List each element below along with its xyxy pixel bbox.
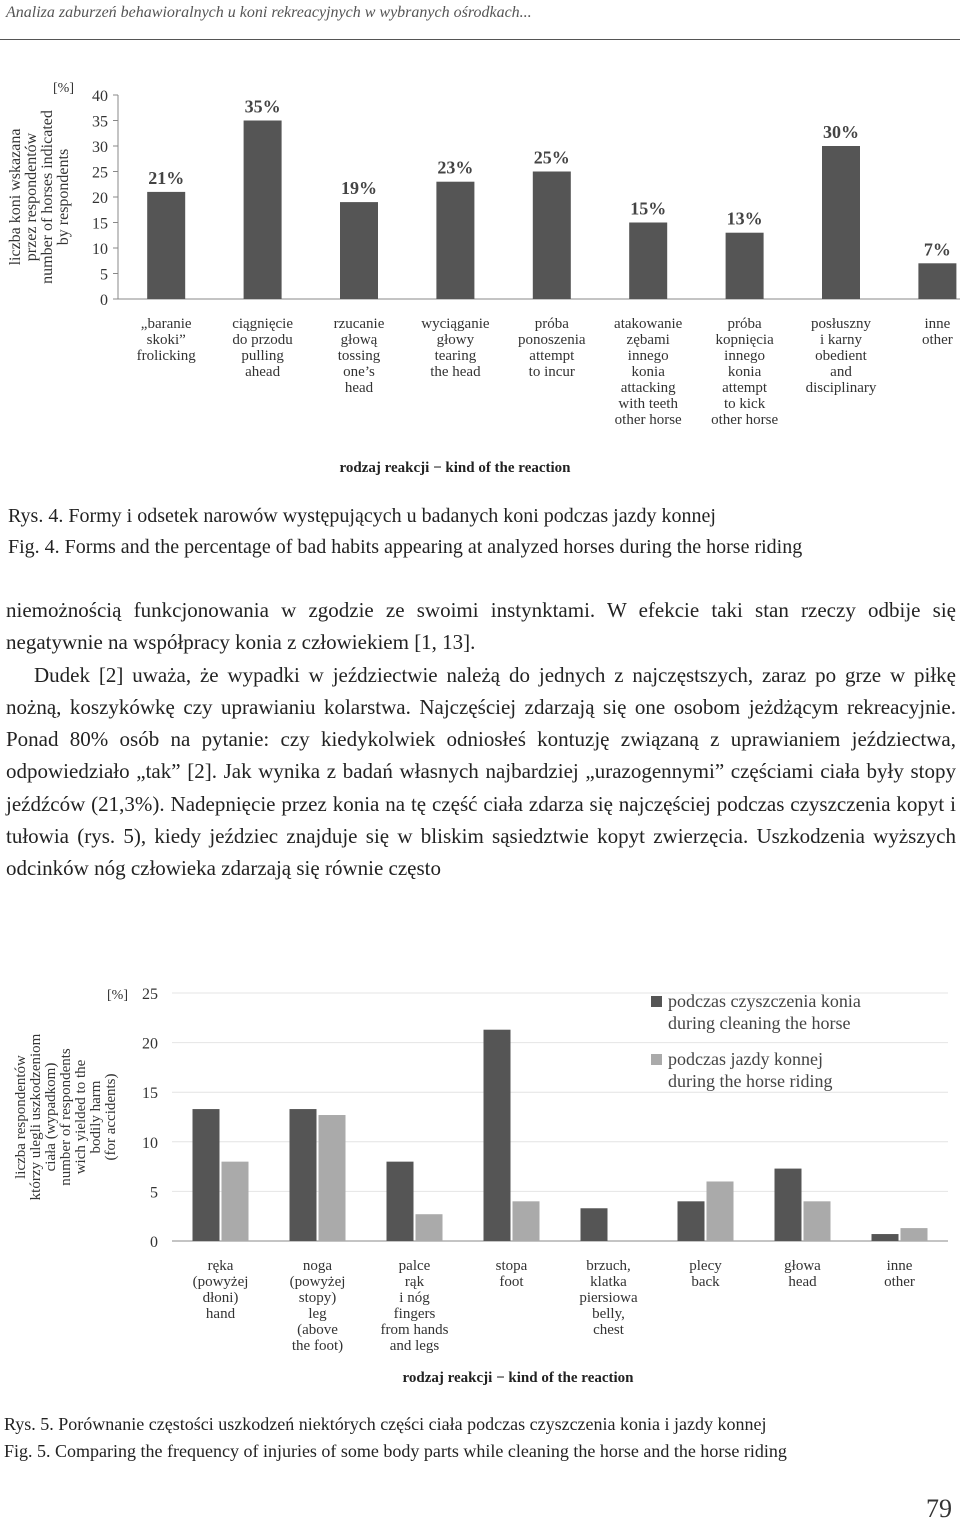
category-label: other horse xyxy=(711,412,779,428)
y-axis-title-line: (for accidents) xyxy=(103,1073,119,1161)
bar xyxy=(436,182,474,299)
data-label: 23% xyxy=(437,157,474,178)
data-label: 7% xyxy=(923,239,951,260)
y-tick-label: 40 xyxy=(92,88,108,105)
y-tick-label: 15 xyxy=(92,215,108,233)
bar xyxy=(222,1162,249,1241)
category-label: (powyżej xyxy=(289,1274,346,1290)
y-axis-title-line: liczba respondentów xyxy=(13,1055,29,1179)
category-label: kopnięcia xyxy=(715,332,774,348)
y-axis-title-line: którzy ulegli uszkodzeniom xyxy=(28,1033,44,1201)
bar xyxy=(533,172,571,300)
category-label: piersiowa xyxy=(579,1290,638,1306)
legend-label: podczas czyszczenia konia xyxy=(668,991,861,1011)
category-label: pulling xyxy=(241,348,284,364)
bar xyxy=(484,1030,511,1241)
data-label: 30% xyxy=(823,122,859,142)
category-label: rąk xyxy=(404,1274,425,1290)
y-tick-label: 20 xyxy=(142,1035,158,1053)
category-label: and xyxy=(830,364,852,380)
y-axis-title-line: by respondents xyxy=(55,148,72,246)
figure-4-caption-en: Fig. 4. Forms and the percentage of bad habits appearing at analyzed horses during the horse riding xyxy=(8,536,803,558)
category-label: hand xyxy=(205,1306,236,1322)
y-tick-label: 5 xyxy=(150,1184,158,1202)
bar xyxy=(319,1115,346,1241)
data-label: 21% xyxy=(148,167,185,188)
x-axis-title: rodzaj reakcji − kind of the reaction xyxy=(402,1370,634,1386)
y-tick-label: 5 xyxy=(100,266,108,284)
y-axis-title xyxy=(13,1033,119,1200)
y-tick-label: 25 xyxy=(92,164,108,182)
category-label: attacking xyxy=(620,380,676,396)
legend-label: during cleaning the horse xyxy=(668,1013,851,1033)
page-number: 79 xyxy=(926,1494,952,1523)
category-label: do przodu xyxy=(232,332,293,348)
category-label: głowy xyxy=(436,332,475,348)
category-label: head xyxy=(788,1274,817,1290)
body-text xyxy=(6,594,956,885)
bar xyxy=(678,1201,705,1241)
category-label: fingers xyxy=(393,1306,436,1322)
bar xyxy=(804,1201,831,1241)
category-label: i karny xyxy=(819,332,863,348)
category-label: other xyxy=(884,1274,915,1290)
bar xyxy=(918,263,956,299)
category-label: „baranie xyxy=(140,316,192,332)
bar xyxy=(340,202,378,299)
category-label: other xyxy=(921,332,953,348)
y-axis-title xyxy=(7,110,72,284)
legend-swatch xyxy=(651,1054,662,1065)
category-label: atakowanie xyxy=(614,316,683,332)
bar xyxy=(726,233,764,299)
category-label: plecy xyxy=(689,1258,722,1274)
category-label: rzucanie xyxy=(333,316,385,332)
category-label: the foot) xyxy=(291,1338,344,1354)
category-label: głową xyxy=(340,332,378,348)
category-label: frolicking xyxy=(136,348,196,364)
bar xyxy=(147,192,185,299)
legend-label: podczas jazdy konnej xyxy=(668,1049,823,1069)
category-label: zębami xyxy=(626,332,670,348)
category-label: wyciąganie xyxy=(421,316,490,332)
category-label: chest xyxy=(593,1322,624,1338)
data-label: 13% xyxy=(726,208,763,229)
category-label: ciągnięcie xyxy=(232,316,293,332)
bar xyxy=(193,1109,220,1241)
category-label: back xyxy=(691,1274,720,1290)
y-tick-label: 15 xyxy=(142,1085,158,1103)
y-tick-label: 30 xyxy=(92,139,108,156)
category-label: and legs xyxy=(389,1338,440,1354)
category-label: head xyxy=(344,380,374,396)
y-tick-label: 35 xyxy=(92,113,108,131)
category-label: belly, xyxy=(592,1306,625,1322)
category-label: inne xyxy=(886,1258,913,1274)
bar xyxy=(290,1109,317,1241)
category-label: posłuszny xyxy=(811,316,871,332)
category-label: tearing xyxy=(434,348,477,364)
category-label: ahead xyxy=(245,364,281,380)
category-label: próba xyxy=(727,316,762,332)
bar xyxy=(775,1169,802,1241)
bar xyxy=(901,1228,928,1241)
category-label: innego xyxy=(724,348,766,364)
category-label: foot xyxy=(499,1274,524,1290)
bar xyxy=(872,1234,899,1241)
category-label: other horse xyxy=(614,412,682,428)
y-tick-label: 0 xyxy=(100,292,108,309)
y-axis-title-line: ciała (wypadkom) xyxy=(43,1062,59,1172)
header-rule xyxy=(0,39,960,40)
category-label: attempt xyxy=(529,348,575,364)
body-paragraph-2: Dudek [2] uważa, że wypadki w jeździectwie należą do jednych z najczęstszych, zaraz po grze w piłkę nożną, koszykówkę czy uprawianiu kolarstwa. Najczęściej zdarzają się one osobom jeżdżącym rekreacyjnie. Ponad 80% osób na pytanie: czy kiedykolwiek odniosłeś kontuzję związaną z uprawianiem jeździectwa, odpowiedziało „tak” [2]. Jak wynika z badań własnych najbardziej „urazogennymi” częściami ciała były stopy jeźdźców (21,3%). Nadepnięcie przez konia na tę część ciała zdarza się najczęściej podczas czyszczenia kopyt i tułowia (rys. 5), kiedy jeździec znajduje się w bliskim sąsiedztwie kopyt zwierzęcia. Uszkodzenia wyższych odcinków nóg człowieka zdarzają się równie często xyxy=(6,662,956,881)
data-label: 19% xyxy=(341,178,377,199)
bar xyxy=(629,223,667,300)
data-label: 35% xyxy=(244,96,281,117)
figure-5-caption-pl: Rys. 5. Porównanie częstości uszkodzeń niektórych części ciała podczas czyszczenia konia i jazdy konnej xyxy=(4,1414,767,1434)
y-axis-title-line: number of horses indicated xyxy=(39,110,56,284)
category-label: próba xyxy=(534,316,569,332)
category-label: ponoszenia xyxy=(518,332,586,348)
category-label: from hands xyxy=(380,1322,449,1338)
y-axis-title-line: number of respondents xyxy=(58,1048,74,1186)
legend-swatch xyxy=(651,996,662,1007)
category-label: brzuch, xyxy=(586,1258,631,1274)
y-axis-title-line: wich yielded to the xyxy=(73,1059,89,1175)
category-label: (above xyxy=(297,1322,338,1338)
category-label: innego xyxy=(627,348,669,364)
category-label: stopy) xyxy=(298,1290,337,1306)
category-label: tossing xyxy=(337,348,381,364)
category-label: with teeth xyxy=(618,396,678,412)
legend-label: during the horse riding xyxy=(668,1071,833,1091)
category-label: konia xyxy=(631,364,665,380)
category-label: obedient xyxy=(815,348,867,364)
category-label: palce xyxy=(398,1258,431,1274)
y-tick-label: 20 xyxy=(92,190,108,207)
category-label: i nóg xyxy=(399,1290,430,1306)
bar xyxy=(581,1208,608,1241)
y-axis-title-line: przez respondentów xyxy=(23,132,40,262)
category-label: disciplinary xyxy=(805,380,877,396)
y-tick-label: 10 xyxy=(142,1134,158,1152)
category-label: głowa xyxy=(784,1258,821,1274)
x-axis-title: rodzaj reakcji − kind of the reaction xyxy=(339,460,571,476)
figure-4-caption-pl: Rys. 4. Formy i odsetek narowów występujących u badanych koni podczas jazdy konnej xyxy=(8,505,716,527)
bar xyxy=(513,1201,540,1241)
category-label: the head xyxy=(430,364,481,380)
y-tick-label: 0 xyxy=(150,1234,158,1251)
body-paragraph-1: niemożnością funkcjonowania w zgodzie ze swoimi instynktami. W efekcie taki stan rzeczy odbije się negatywnie na współpracy konia z człowiekiem [1, 13]. xyxy=(6,598,956,655)
y-axis-title-line: bodily harm xyxy=(88,1080,104,1154)
category-label: leg xyxy=(308,1306,327,1322)
category-label: ręka xyxy=(207,1258,234,1274)
bar xyxy=(244,121,282,300)
bar xyxy=(822,146,860,299)
data-label: 15% xyxy=(630,198,667,219)
category-label: dłoni) xyxy=(202,1290,239,1306)
category-label: inne xyxy=(924,316,951,332)
y-axis-title-line: liczba koni wskazana xyxy=(7,128,24,266)
y-tick-label: 10 xyxy=(92,241,108,258)
bar xyxy=(387,1162,414,1241)
category-label: to incur xyxy=(528,364,575,380)
category-label: attempt xyxy=(722,380,768,396)
bar xyxy=(416,1214,443,1241)
y-tick-label: 25 xyxy=(142,986,158,1003)
category-label: konia xyxy=(727,364,762,380)
data-label: 25% xyxy=(533,147,570,168)
figure-4-chart xyxy=(0,75,960,555)
bar xyxy=(707,1181,734,1241)
category-label: stopa xyxy=(495,1258,528,1274)
category-label: noga xyxy=(302,1258,333,1274)
y-unit-label: [%] xyxy=(53,81,74,96)
running-head: Analiza zaburzeń behawioralnych u koni rekreacyjnych w wybranych ośrodkach... xyxy=(6,4,532,21)
category-label: (powyżej xyxy=(192,1274,249,1290)
category-label: to kick xyxy=(723,396,766,412)
figure-5-caption-en: Fig. 5. Comparing the frequency of injuries of some body parts while cleaning the horse and the horse riding xyxy=(4,1441,787,1461)
category-label: one’s xyxy=(343,364,375,380)
y-unit-label: [%] xyxy=(107,988,128,1003)
figure-5-chart xyxy=(0,975,960,1405)
category-label: skoki” xyxy=(146,332,186,348)
category-label: klatka xyxy=(590,1274,627,1290)
